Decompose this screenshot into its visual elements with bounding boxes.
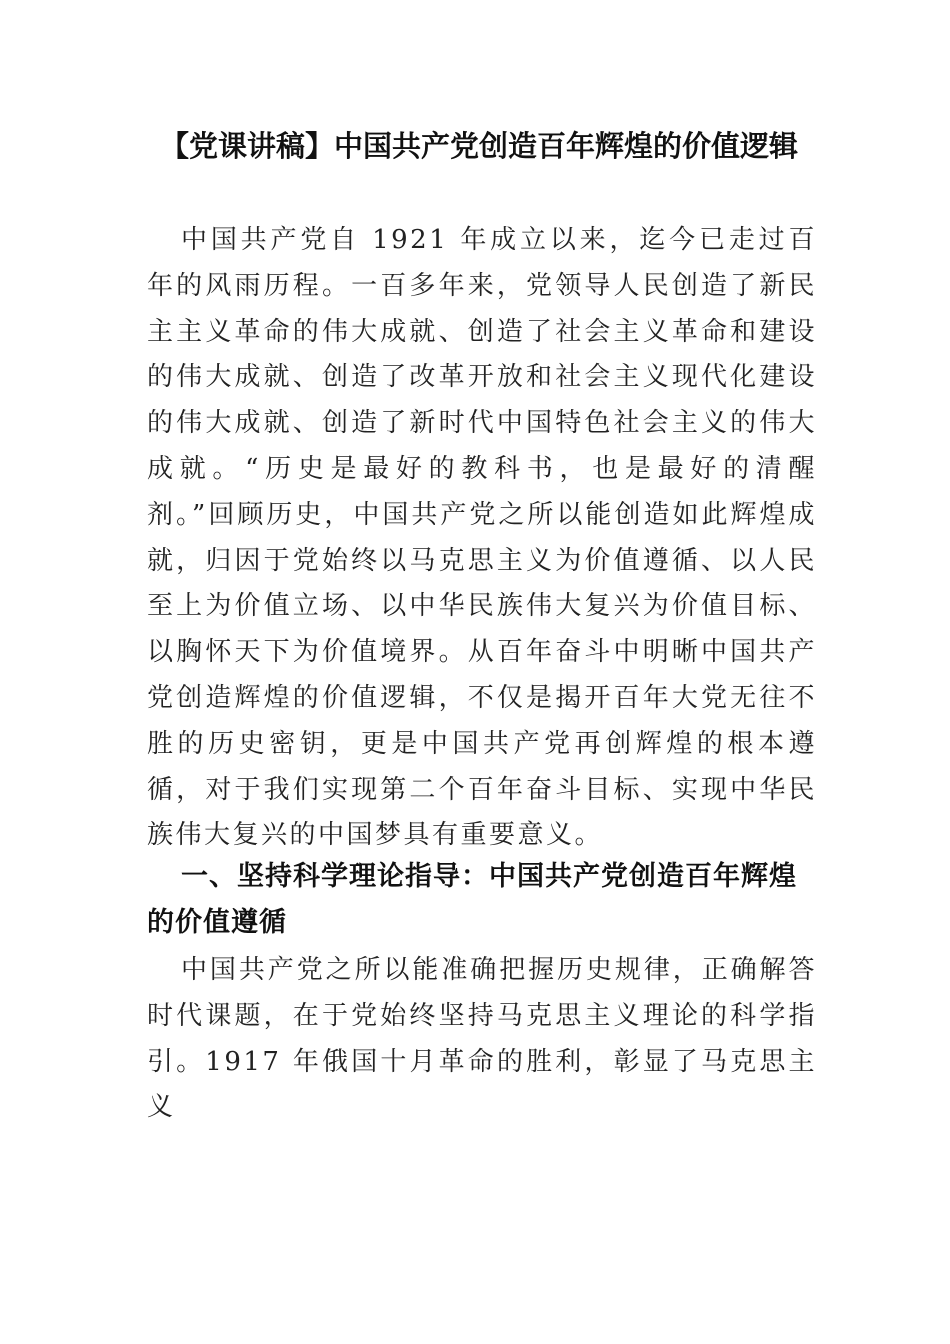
intro-paragraph: 中国共产党自 1921 年成立以来，迄今已走过百年的风雨历程。一百多年来，党领导人民创造了新民主主义革命的伟大成就、创造了社会主义革命和建设的伟大成就、创造了改革开放和社会主义现代化建设的伟大成就、创造了新时代中国特色社会主义的伟大成就。“历史是最好的教科书，也是最好的清醒剂。”回顾历史，中国共产党之所以能创造如此辉煌成就，归因于党始终以马克思主义为价值遵循、以人民至上为价值立场、以中华民族伟大复兴为价值目标、以胸怀天下为价值境界。从百年奋斗中明晰中国共产党创造辉煌的价值逻辑，不仅是揭开百年大党无往不胜的历史密钥，更是中国共产党再创辉煌的根本遵循，对于我们实现第二个百年奋斗目标、实现中华民族伟大复兴的中国梦具有重要意义。 — [147, 225, 817, 851]
section-1-heading: 一、坚持科学理论指导：中国共产党创造百年辉煌的价值遵循 — [147, 861, 797, 938]
document-title: 【党课讲稿】中国共产党创造百年辉煌的价值逻辑 — [160, 129, 799, 163]
section-1-paragraph: 中国共产党之所以能准确把握历史规律，正确解答时代课题，在于党始终坚持马克思主义理论的科学指引。1917 年俄国十月革命的胜利，彰显了马克思主义 — [147, 955, 817, 1123]
